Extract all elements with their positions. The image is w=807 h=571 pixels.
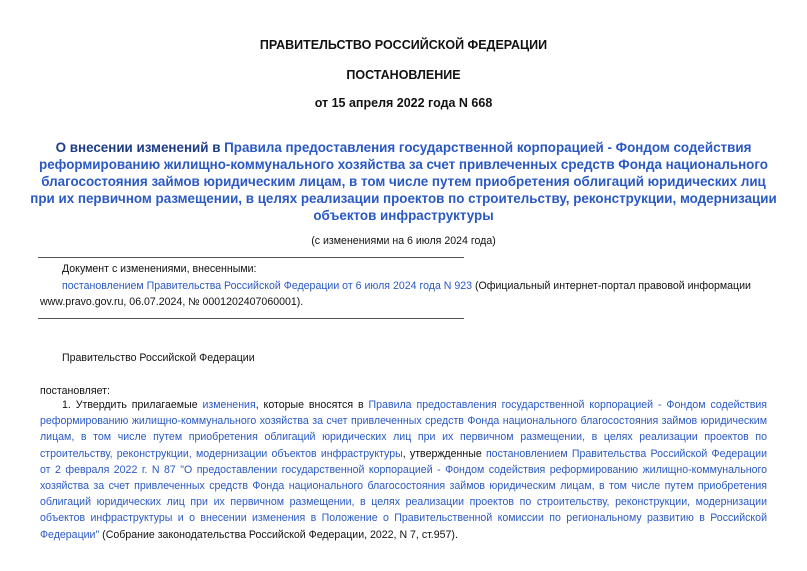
amending-resolution-link[interactable]: постановлением Правительства Российской Федерации от 6 июля 2024 года N 923 (62, 280, 473, 292)
title-prefix: О внесении изменений в (55, 140, 225, 155)
resolution-87-link[interactable]: постановлением Правительства Российской Федерации от 2 февраля 2022 г. N 87 "О предоставлении государственной корпорацией - Фондом содействия реформированию жилищно-коммунального хозяйства за счет привлеченных средств Фонда национального благосостояния займов юридическим лицам, в том числе путем приобретения облигаций юридических лиц при их первичном размещении, в целях реализации проектов по строительству, реконструкции, модернизации объектов инфраструктуры и о внесении изменения в Положение о Правительственной комиссии по региональному развитию в Российской Федерации" (40, 447, 767, 541)
changes-source-text: (Официальный интернет-портал правовой информации www.pravo.gov.ru, 06.07.2024, № 0001202407060001). (40, 280, 751, 308)
document-title (30, 139, 777, 224)
bottom-divider (38, 318, 464, 319)
changes-intro: Документ с изменениями, внесенными: (62, 263, 257, 275)
body-government: Правительство Российской Федерации (62, 352, 255, 364)
body-resolves: постановляет: (40, 385, 110, 397)
document-type-heading: ПОСТАНОВЛЕНИЕ (346, 68, 461, 82)
rules-link[interactable]: Правила предоставления государственной корпорацией - Фондом содействия реформированию жилищно-коммунального хозяйства за счет привлеченных средств Фонда национального благосостояния займов юридическим лицам, в том числе путем приобретения облигаций юридических лиц при их первичном размещении, в целях реализации проектов по строительству, реконструкции, модернизации объектов инфраструктуры (40, 399, 767, 460)
amendment-date-note: (с изменениями на 6 июля 2024 года) (311, 235, 496, 247)
government-heading: ПРАВИТЕЛЬСТВО РОССИЙСКОЙ ФЕДЕРАЦИИ (259, 38, 548, 52)
changes-source (40, 278, 768, 310)
top-divider (38, 257, 464, 258)
p1-text-c: , утвержденные (402, 447, 486, 460)
paragraph-1 (40, 397, 767, 543)
p1-text-a: 1. Утвердить прилагаемые (62, 399, 203, 411)
changes-link[interactable]: изменения (202, 399, 256, 411)
date-number-heading: от 15 апреля 2022 года N 668 (314, 96, 493, 110)
p1-text-b: , которые вносятся в (255, 399, 369, 411)
title-rules-link[interactable]: Правила предоставления государственной корпорацией - Фондом содействия реформированию жилищно-коммунального хозяйства за счет привлеченных средств Фонда национального благосостояния займов юридическим лицам, в том числе путем приобретения облигаций юридических лиц при их первичном размещении, в целях реализации проектов по строительству, реконструкции, модернизации объектов инфраструктуры (30, 140, 777, 223)
p1-text-d: (Собрание законодательства Российской Федерации, 2022, N 7, ст.957). (99, 528, 458, 541)
